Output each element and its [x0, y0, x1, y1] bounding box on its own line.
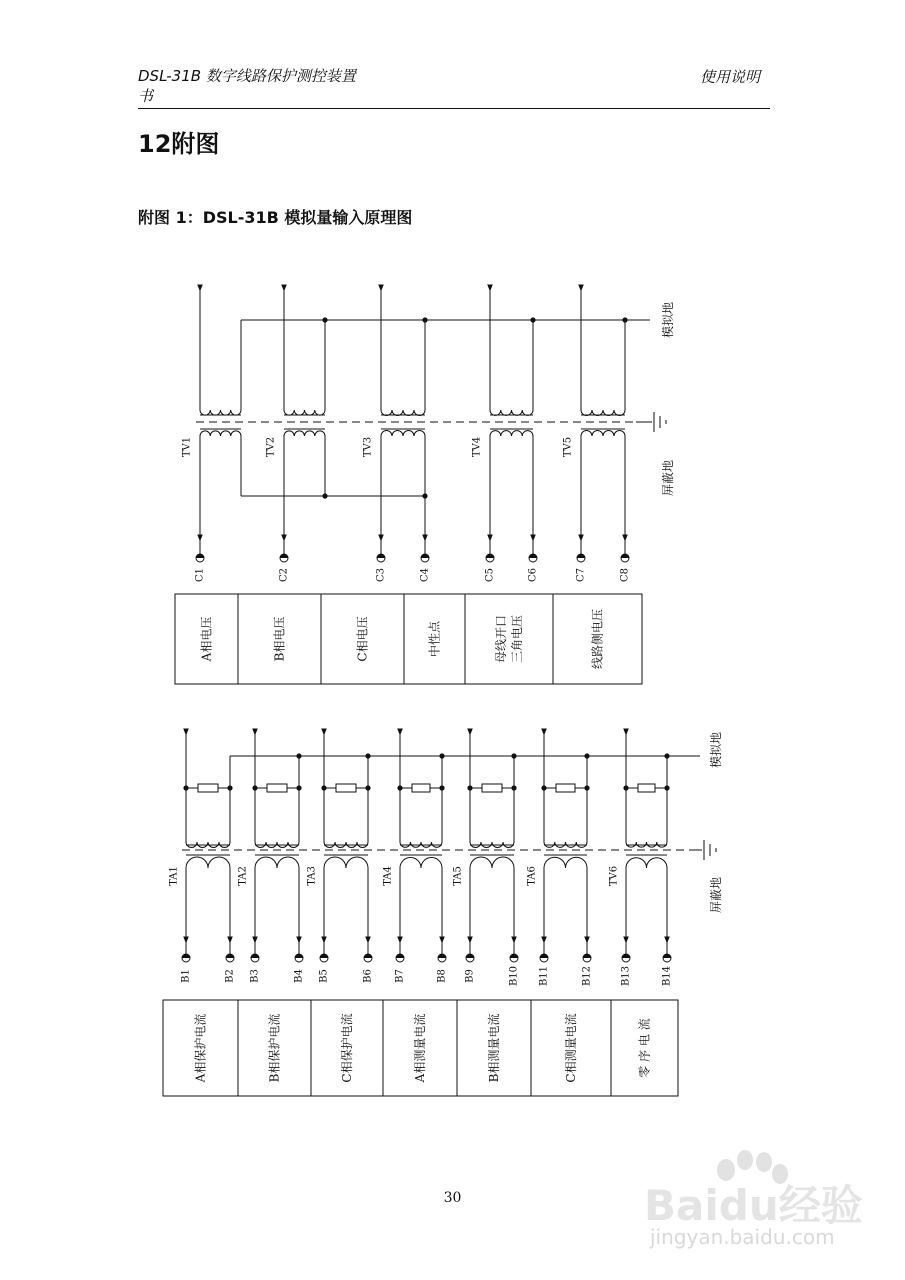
analog-ground-label: 模拟地: [709, 731, 723, 769]
transformer-label: TA3: [306, 866, 318, 886]
resistor-icon: [267, 784, 287, 792]
baidu-jingyan-watermark: [640, 1140, 870, 1250]
junction-dot: [530, 317, 535, 322]
terminal-icon: [280, 554, 288, 562]
terminal-icon: [182, 954, 190, 962]
table-cell: 母线开口: [494, 614, 508, 664]
resistor-icon: [336, 784, 356, 792]
transformer-label: TV3: [362, 436, 374, 458]
terminal-icon: [438, 954, 446, 962]
terminal-label: B8: [436, 969, 448, 983]
junction-dot: [422, 317, 427, 322]
terminal-icon: [226, 954, 234, 962]
table-cell: B相测量电流: [487, 1013, 501, 1083]
terminal-icon: [577, 554, 585, 562]
terminal-label: C5: [484, 567, 496, 583]
primary-coil-icon: [381, 431, 425, 437]
header-title-line1: DSL-31B 数字线路保护测控装置: [138, 67, 356, 85]
table-cell: C相测量电流: [564, 1013, 578, 1083]
table-cell: A相电压: [199, 616, 214, 662]
page-number: 30: [443, 1190, 462, 1206]
terminal-icon: [663, 954, 671, 962]
section-title: 12附图: [138, 130, 220, 158]
terminal-label: B3: [249, 969, 261, 983]
terminal-label: B7: [394, 969, 406, 983]
secondary-coil-icon: [284, 410, 325, 415]
table-cell: A相测量电流: [413, 1013, 427, 1083]
terminal-icon: [583, 954, 591, 962]
junction-dot: [322, 317, 327, 322]
figure-caption: 附图 1：DSL-31B 模拟量输入原理图: [138, 208, 413, 227]
resistor-icon: [482, 784, 502, 792]
shield-ground-label: 屏蔽地: [661, 459, 675, 497]
junction-dot: [439, 753, 444, 758]
primary-coil-icon: [255, 857, 299, 868]
table-cell: 线路侧电压: [590, 608, 605, 670]
terminal-label: B11: [538, 965, 550, 987]
junction-dot: [296, 753, 301, 758]
terminal-icon: [540, 954, 548, 962]
primary-coil-icon: [324, 857, 368, 868]
terminal-label: C6: [527, 567, 539, 583]
transformer-label: TV6: [608, 865, 620, 887]
transformer-label: TV2: [265, 436, 277, 458]
junction-dot: [584, 753, 589, 758]
transformer-label: TV5: [562, 436, 574, 458]
terminal-label: B1: [180, 969, 192, 983]
table-cell: B相电压: [272, 616, 287, 662]
header-title-line2: 书: [138, 87, 154, 105]
terminal-icon: [466, 954, 474, 962]
table-cell: 中性点: [427, 620, 442, 658]
transformer-label: TA1: [168, 866, 180, 886]
terminal-label: B13: [620, 965, 632, 987]
header-manual-label: 使用说明: [700, 68, 761, 86]
terminal-icon: [529, 554, 537, 562]
terminal-label: C2: [278, 567, 290, 583]
resistor-icon: [638, 784, 655, 792]
terminal-icon: [320, 954, 328, 962]
table-cell: A相保护电流: [193, 1013, 208, 1083]
terminal-icon: [377, 554, 385, 562]
primary-coil-icon: [186, 857, 230, 868]
primary-coil-icon: [490, 431, 533, 436]
terminal-label: B6: [362, 969, 374, 983]
primary-coil-icon: [284, 431, 325, 436]
terminal-icon: [396, 954, 404, 962]
terminal-label: B2: [224, 969, 236, 983]
junction-dot: [422, 493, 427, 498]
ground-icon: [654, 412, 666, 432]
primary-coil-icon: [400, 858, 442, 868]
primary-coil-icon: [200, 431, 241, 436]
transformer-label: TA2: [237, 866, 249, 886]
ground-icon: [704, 840, 716, 860]
terminal-label: B12: [581, 965, 593, 987]
voltage-input-diagram: [175, 288, 675, 684]
junction-dot: [664, 753, 669, 758]
primary-coil-icon: [581, 431, 625, 437]
transformer-label: TV4: [471, 436, 483, 458]
terminal-icon: [622, 954, 630, 962]
junction-dot: [365, 753, 370, 758]
transformer-label: TA4: [382, 866, 394, 886]
resistor-icon: [412, 784, 430, 792]
terminal-icon: [621, 554, 629, 562]
transformer-label: TA6: [526, 866, 538, 886]
table-cell: C相保护电流: [340, 1013, 354, 1083]
terminal-icon: [196, 554, 204, 562]
terminal-label: C8: [619, 567, 631, 583]
terminal-icon: [486, 554, 494, 562]
junction-dot: [511, 753, 516, 758]
terminal-label: B9: [464, 969, 476, 983]
resistor-icon: [198, 784, 218, 792]
table-cell: 三角电压: [510, 614, 524, 664]
terminal-label: C3: [375, 567, 387, 583]
watermark-url: jingyan.baidu.com: [650, 1225, 835, 1249]
junction-dot: [622, 317, 627, 322]
table-cell: C相电压: [355, 616, 370, 662]
secondary-coil-icon: [200, 410, 241, 415]
terminal-icon: [251, 954, 259, 962]
voltage-input-table: [175, 594, 642, 684]
junction-dot: [322, 493, 327, 498]
terminal-label: C7: [575, 567, 587, 583]
transformer-label: TV1: [181, 436, 193, 458]
paw-logo-icon: [717, 1150, 788, 1184]
watermark-brand: Baidu经验: [644, 1181, 863, 1230]
terminal-icon: [510, 954, 518, 962]
terminal-label: B10: [508, 965, 520, 987]
shield-ground-label: 屏蔽地: [709, 876, 723, 914]
transformer-label: TA5: [452, 866, 464, 886]
primary-coil-icon: [470, 857, 514, 868]
table-cell: B相保护电流: [267, 1013, 282, 1083]
terminal-label: B14: [661, 965, 673, 987]
resistor-icon: [556, 784, 575, 792]
terminal-icon: [295, 954, 303, 962]
terminal-label: C4: [419, 567, 431, 583]
primary-coil-icon: [544, 857, 587, 868]
terminal-label: B5: [318, 969, 330, 983]
current-input-diagram: [163, 732, 723, 1096]
terminal-icon: [421, 554, 429, 562]
terminal-icon: [364, 954, 372, 962]
analog-ground-label: 模拟地: [661, 301, 675, 339]
terminal-label: B4: [293, 969, 305, 983]
primary-coil-icon: [626, 858, 667, 868]
table-cell: 零 序 电 流: [637, 1018, 652, 1078]
terminal-label: C1: [194, 567, 206, 583]
